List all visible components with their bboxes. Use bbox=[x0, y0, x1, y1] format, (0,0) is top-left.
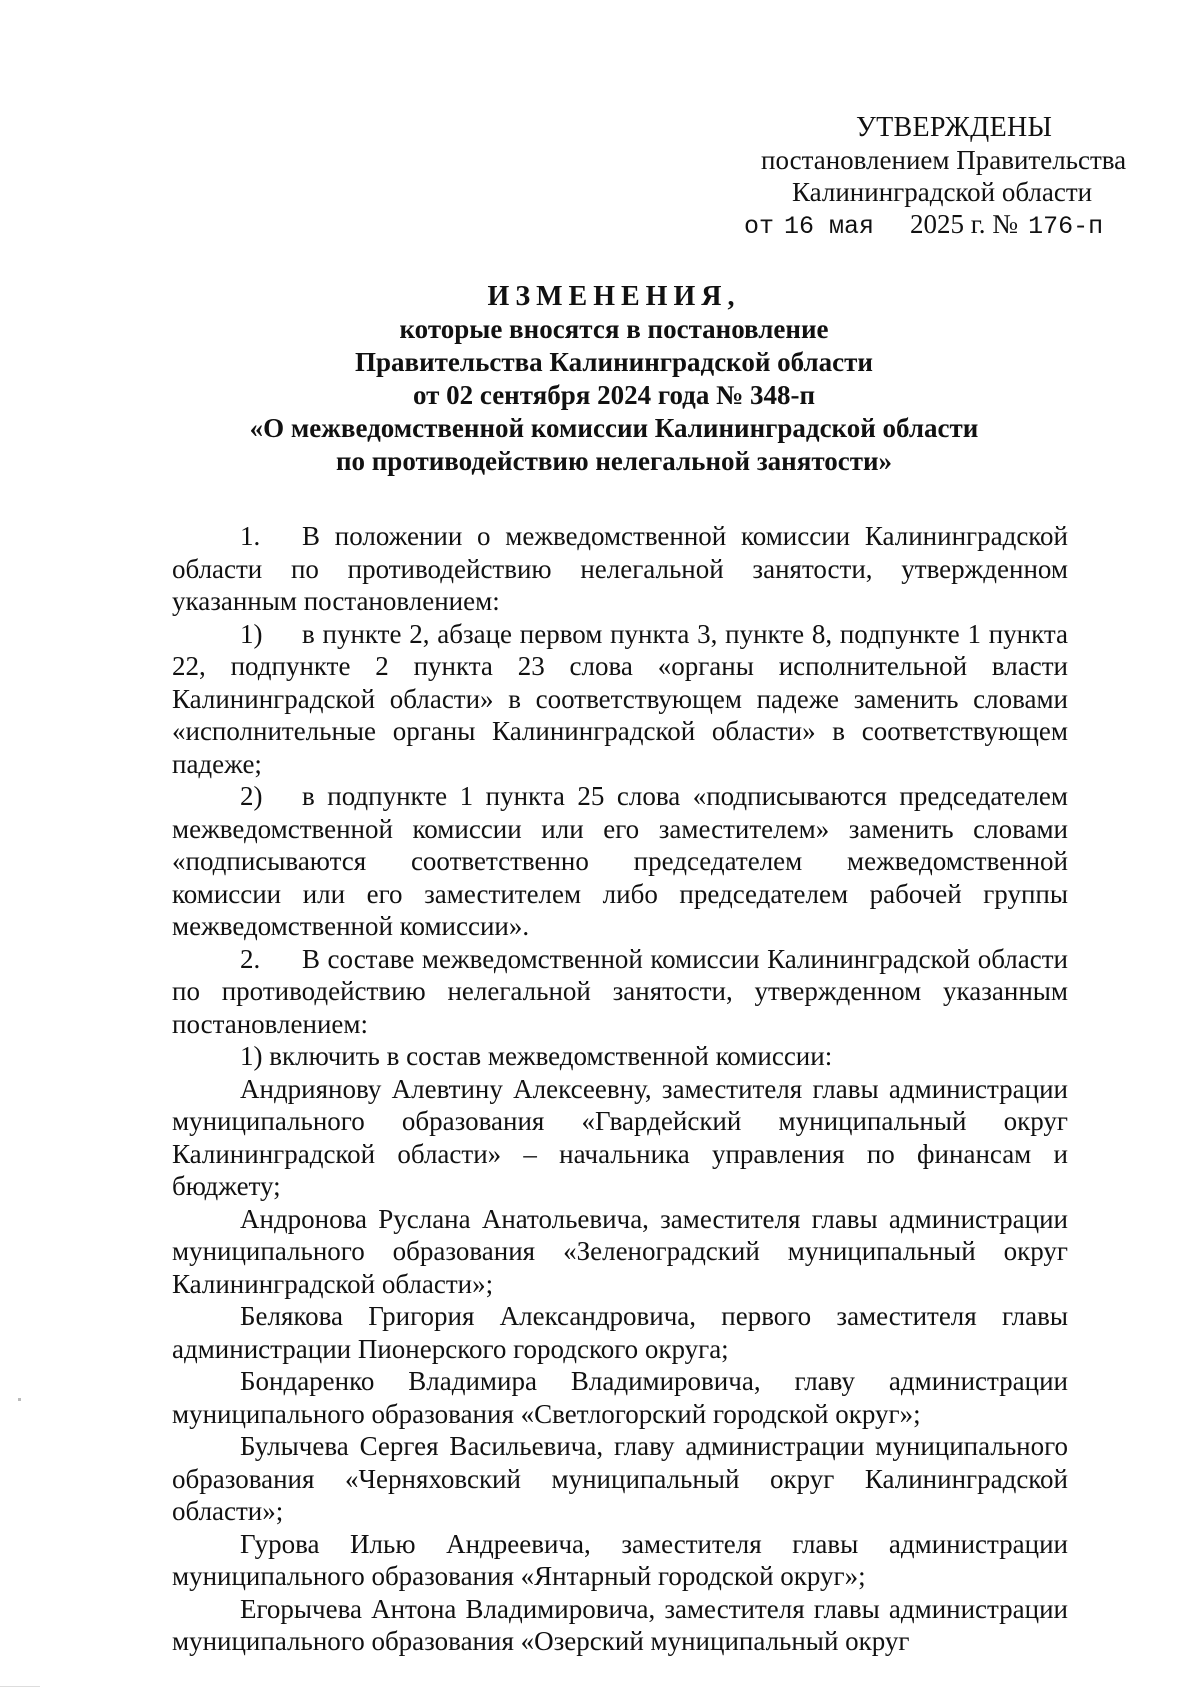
member-item bbox=[172, 1203, 1068, 1301]
title-line-4: «О межведомственной комиссии Калининградской области bbox=[249, 413, 979, 443]
date-day-month: 16 мая bbox=[784, 212, 875, 241]
title-line-1: которые вносятся в постановление bbox=[399, 314, 829, 344]
paragraph-number: 1) bbox=[240, 618, 263, 649]
paragraph-2-1 bbox=[172, 1040, 1068, 1073]
scan-bottom-mark bbox=[0, 1686, 40, 1687]
member-text: Гурова Илью Андреевича, заместителя главы администрации муниципального образования «Янтарный городской округ»; bbox=[172, 1528, 1068, 1591]
title-line-2: Правительства Калининградской области bbox=[355, 347, 873, 377]
paragraph-number: 1. bbox=[240, 521, 261, 551]
approval-issuer-line2: Калининградской области bbox=[792, 177, 1093, 207]
paragraph-text: В положении о межведомственной комиссии Калининградской области по противодействию нелегальной занятости, утвержденном указанным постановлением: bbox=[172, 521, 1068, 616]
paragraph-text: в подпункте 1 пункта 25 слова «подписываются председателем межведомственной комиссии или его заместителем» заменить словами «подписываются соответственно председателем межведомственной комиссии или его заместителем либо председателем рабочей группы межведомственной комиссии». bbox=[172, 781, 1068, 941]
title-line-5: по противодействию нелегальной занятости» bbox=[335, 446, 893, 476]
paragraph-2 bbox=[172, 943, 1068, 1041]
date-year: 2025 г. № bbox=[910, 209, 1019, 239]
document-title-block bbox=[160, 280, 1068, 478]
paragraph-number: 2) bbox=[240, 781, 263, 811]
resolution-number: 176-п bbox=[1028, 212, 1104, 241]
paragraph-text: В составе межведомственной комиссии Калининградской области по противодействию нелегальной занятости, утвержденном указанным постановлением: bbox=[172, 943, 1068, 1039]
paragraph-1-1 bbox=[172, 618, 1068, 781]
date-prefix: от bbox=[744, 212, 775, 241]
paragraph-number: 2. bbox=[240, 943, 261, 974]
approval-issuer-line1: постановлением Правительства bbox=[761, 145, 1127, 175]
approval-stamp bbox=[730, 112, 1130, 243]
member-text: Андриянову Алевтину Алексеевну, заместителя главы администрации муниципального образования «Гвардейский муниципальный округ Калининградской области» – начальника управления по финансам и бюджету; bbox=[172, 1073, 1068, 1201]
paragraph-1 bbox=[172, 520, 1068, 618]
title-line-3: от 02 сентября 2024 года № 348-п bbox=[412, 380, 816, 410]
paragraph-text: 1) включить в состав межведомственной комиссии: bbox=[240, 1041, 833, 1071]
member-text: Егорычева Антона Владимировича, заместителя главы администрации муниципального образования «Озерский муниципальный округ bbox=[172, 1593, 1068, 1656]
member-item bbox=[172, 1365, 1068, 1430]
member-item bbox=[172, 1528, 1068, 1593]
approval-date-line bbox=[730, 208, 1130, 243]
member-item bbox=[172, 1073, 1068, 1203]
member-item bbox=[172, 1430, 1068, 1528]
member-text: Андронова Руслана Анатольевича, заместителя главы администрации муниципального образования «Зеленоградский муниципальный округ Калининградской области»; bbox=[172, 1203, 1068, 1299]
scan-margin-dot bbox=[18, 1398, 21, 1401]
paragraph-1-2 bbox=[172, 780, 1068, 943]
approval-status: УТВЕРЖДЕНЫ bbox=[856, 112, 1053, 143]
document-title: ИЗМЕНЕНИЯ, bbox=[487, 281, 741, 312]
member-item bbox=[172, 1300, 1068, 1365]
document-body bbox=[172, 520, 1068, 1658]
member-text: Белякова Григория Александровича, первого заместителя главы администрации Пионерского городского округа; bbox=[172, 1301, 1068, 1364]
member-item bbox=[172, 1593, 1068, 1658]
paragraph-text: в пункте 2, абзаце первом пункта 3, пункте 8, подпункте 1 пункта 22, подпункте 2 пункта 23 слова «органы исполнительной власти Калининградской области» в соответствующем падеже заменить словами «исполнительные органы Калининградской области» в соответствующем падеже; bbox=[172, 618, 1068, 779]
member-text: Булычева Сергея Васильевича, главу администрации муниципального образования «Черняховский муниципальный округ Калининградской области»; bbox=[172, 1431, 1068, 1526]
member-text: Бондаренко Владимира Владимировича, главу администрации муниципального образования «Светлогорский городской округ»; bbox=[172, 1366, 1068, 1429]
